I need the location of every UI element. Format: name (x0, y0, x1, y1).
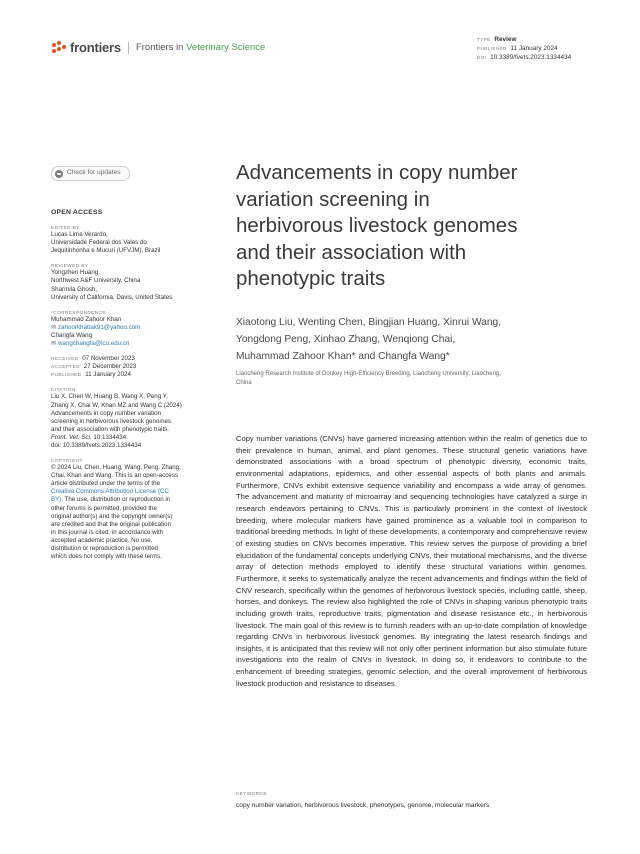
journal-accent: Veterinary Science (186, 42, 266, 53)
edited-by-label: EDITED BY (51, 225, 80, 231)
title-line: and their association with (236, 240, 467, 264)
title-line: phenotypic traits (236, 267, 386, 290)
reviewed-by-line: University of California, Davis, United States (51, 293, 173, 301)
meta-doi-row (477, 53, 571, 62)
copyright-line (51, 496, 226, 504)
keywords-label: KEYWORDS (236, 791, 267, 796)
correspondence-section (51, 309, 226, 348)
accepted-row (51, 363, 226, 371)
meta-published-value: 11 January 2024 (510, 45, 558, 52)
received-label: RECEIVED (51, 356, 79, 362)
author-list (236, 314, 596, 365)
citation-line: screening in herbivorous livestock genomes (51, 417, 172, 425)
citation-section (51, 386, 226, 450)
copyright-label: COPYRIGHT (51, 458, 83, 464)
copyright-line: other forums is permitted, provided the (51, 504, 157, 512)
edited-by-line: Jequitinhonha e Mucuri (UFVJM), Brazil (51, 247, 161, 255)
license-link-end[interactable]: BY). (51, 496, 64, 504)
frontiers-logo-icon (52, 41, 66, 55)
check-updates-label: Check for updates (67, 169, 121, 177)
reviewed-by-line: Yongzhen Huang, (51, 269, 100, 277)
correspondent-email[interactable]: zahoorkhattak91@yahoo.com (58, 323, 141, 331)
reviewed-by-line: Northwest A&F University, China (51, 277, 141, 285)
dates-section (51, 355, 226, 379)
copyright-line: distribution or reproduction is permitted (51, 545, 158, 552)
logo-divider (128, 42, 129, 54)
copyright-line: original author(s) and the copyright owner(s) (51, 512, 173, 520)
title-line: herbivorous livestock genomes (236, 214, 518, 237)
copyright-line: article distributed under the terms of the (51, 480, 161, 488)
meta-type-value: Review (494, 36, 517, 43)
copyright-line: are credited and that the original publication (51, 520, 172, 528)
correspondent-email-row (51, 324, 226, 332)
meta-published-row (477, 44, 571, 53)
open-access-label: OPEN ACCESS (51, 209, 103, 216)
brand-name: frontiers (70, 40, 121, 55)
edited-by-line: Universidade Federal dos Vales do (51, 239, 147, 247)
copyright-line: Chai, Khan and Wang. This is an open-access (51, 472, 178, 480)
check-for-updates-button[interactable] (51, 166, 130, 181)
affiliation-line: Liaocheng Research Institute of Donkey High-Efficiency Breeding, Liaocheng University, Liaocheng, (236, 371, 501, 377)
received-date: 07 November 2023 (82, 355, 135, 363)
reviewed-by-section (51, 262, 226, 301)
copyright-text: The use, distribution or reproduction in (63, 496, 171, 504)
published-row (51, 371, 226, 379)
edited-by-section (51, 224, 226, 255)
meta-type-label: TYPE (477, 37, 491, 42)
sidebar (51, 166, 226, 561)
article-meta (477, 35, 571, 62)
reviewed-by-label: REVIEWED BY (51, 263, 89, 269)
check-updates-icon (55, 170, 63, 178)
copyright-line: accepted academic practice. No use, (51, 536, 153, 544)
meta-doi-value[interactable]: 10.3389/fvets.2023.1334434 (490, 54, 572, 61)
correspondent-name: Muhammad Zahoor Khan (51, 315, 122, 323)
edited-by-line: Lucas Lima Verardo, (51, 231, 108, 239)
journal-logo[interactable] (52, 40, 265, 55)
citation-line: Zhang X, Chai W, Khan MZ and Wang C (2024) (51, 401, 182, 409)
copyright-line: which does not comply with these terms. (51, 553, 163, 561)
journal-name (136, 42, 265, 53)
copyright-line: in this journal is cited, in accordance with (51, 528, 164, 536)
published-date: 11 January 2024 (85, 371, 131, 379)
abstract-text: Copy number variations (CNVs) have garnered increasing attention within the realm of genetics due to their prevalence in human, animal, and plant genomes. These structural genetic variations have demonstrated associations with a broad spectrum of phenotypic diversity, economic traits, environmental adaptations, epidemics, and other essential aspects of both plants and animals. Furthermore, CNVs exhibit extensive sequence variability and encompass a wide array of genomes. The advancement and maturity of microarray and sequencing technologies have catalyzed a surge in research endeavors pertaining to CNVs. This is particularly prominent in the context of livestock breeding, where molecular markers have gained prominence as a valuable tool in comparison to traditional breeding methods. In light of these developments, a contemporary and comprehensive review of existing studies on CNVs becomes imperative. This review serves the purpose of providing a brief elucidation of the fundamental concepts underlying CNVs, their mutational mechanisms, and the diverse array of detection methods employed to identify these structural variations within genomes. Furthermore, it seeks to systematically analyze the recent advancements and findings within the field of CNV research, specifically within the genomes of herbivorous livestock species, including cattle, sheep, horses, and donkeys. The review also highlighted the role of CNVs in shaping various phenotypic traits including growth traits, reproductive traits, pigmentation and disease resistance etc., in herbivorous livestock. The main goal of this review is to furnish readers with an up-to-date compilation of knowledge regarding CNVs in herbivorous livestock genomes. By integrating the latest research findings and insights, it is anticipated that this review will not only offer pertinent information but also stimulate future investigations into the realm of CNVs in livestock. In doing so, it endeavors to contribute to the enhancement of breeding strategies, genomic selection, and the overall improvement of herbivorous livestock production and resistance to diseases. (236, 434, 587, 688)
author-line[interactable]: Muhammad Zahoor Khan* and Changfa Wang* (236, 351, 450, 362)
author-line[interactable]: Xiaotong Liu, Wenting Chen, Bingjian Huang, Xinrui Wang, (236, 317, 502, 328)
citation-line: and their association with phenotypic traits. (51, 425, 169, 433)
affiliation (236, 370, 586, 387)
copyright-line: © 2024 Liu, Chen, Huang, Wang, Peng, Zhang, (51, 464, 181, 472)
reviewed-by-line: Sharmila Ghosh, (51, 285, 98, 293)
correspondent-name: Changfa Wang (51, 331, 93, 339)
citation-line: Liu X, Chen W, Huang B, Wang X, Peng Y, (51, 393, 168, 401)
email-icon: ✉ (51, 324, 57, 331)
citation-doi[interactable]: doi: 10.3389/fvets.2023.1334434 (51, 441, 142, 449)
copyright-section (51, 457, 226, 561)
meta-doi-label: DOI (477, 55, 487, 60)
received-row (51, 355, 226, 363)
email-icon: ✉ (51, 341, 57, 348)
accepted-date: 27 December 2023 (83, 363, 137, 371)
keywords-list: copy number variation, herbivorous livestock, phenotypes, genome, molecular markers (236, 802, 490, 809)
correspondence-label: *CORRESPONDENCE (51, 309, 106, 315)
title-line: Advancements in copy number (236, 161, 518, 184)
correspondent-email[interactable]: wangchangfa@lcu.edu.cn (58, 340, 130, 348)
citation-line: Advancements in copy number variation (51, 409, 162, 417)
article-title (236, 160, 596, 293)
journal-prefix: Frontiers in (135, 42, 187, 53)
citation-journal: Front. Vet. Sci. (51, 433, 92, 441)
accepted-label: ACCEPTED (51, 364, 81, 370)
title-line: variation screening in (236, 187, 430, 211)
author-line[interactable]: Yongdong Peng, Xinhao Zhang, Wenqiong Chai, (236, 334, 456, 345)
correspondent-email-row (51, 340, 226, 348)
meta-published-label: PUBLISHED (477, 46, 507, 51)
affiliation-line: China (236, 379, 252, 386)
citation-volume: 10:1334434. (91, 433, 128, 441)
published-label: PUBLISHED (51, 372, 82, 378)
citation-source (51, 434, 226, 442)
meta-type-row (477, 35, 571, 44)
license-link[interactable]: Creative Commons Attribution License (CC (51, 488, 169, 496)
citation-label: CITATION (51, 387, 76, 393)
